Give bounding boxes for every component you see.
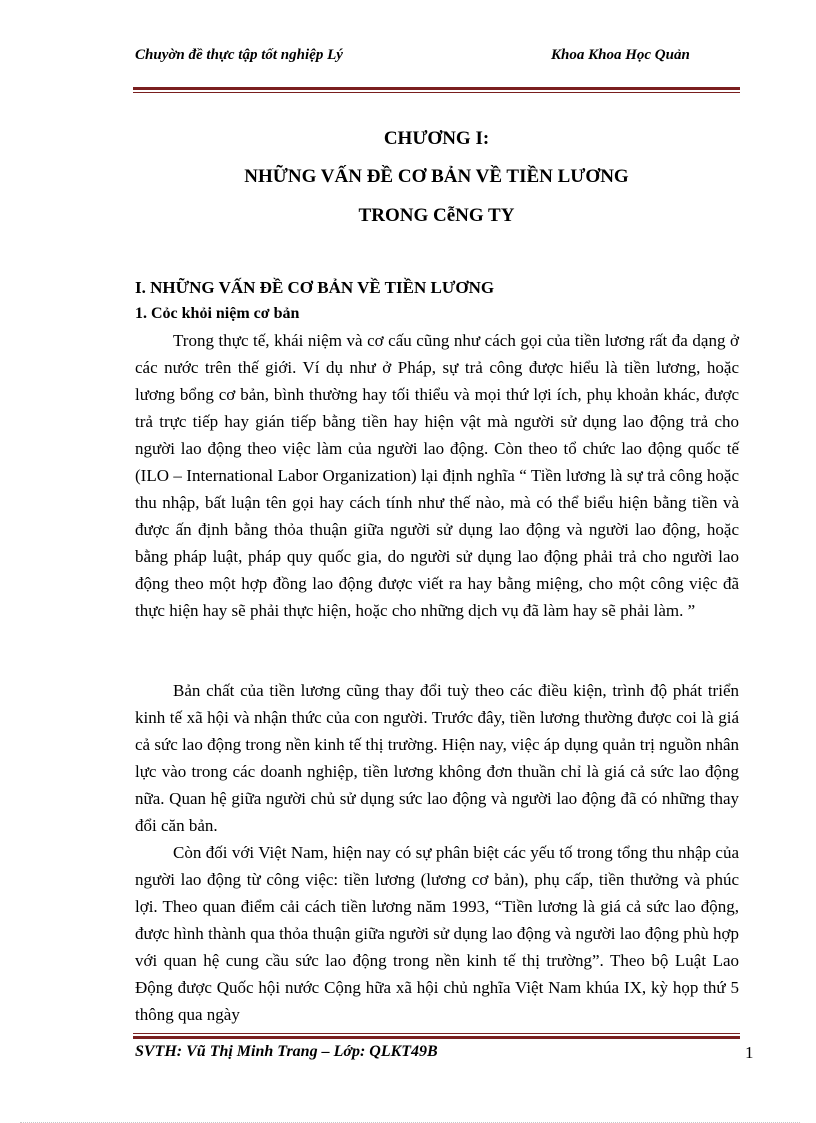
- chapter-title-line2: TRONG CễNG TY: [358, 205, 515, 226]
- paragraph-2: Bản chất của tiền lương cũng thay đổi tuỳ theo các điều kiện, trình độ phát triển kinh tế xã hội và nhận thức của con người. Trước đây, tiền lương thường được coi là giá cả sức lao động trong nền kinh tế thị trường. Hiện nay, việc áp dụng quản trị nguồn nhân lực vào trong các doanh nghiệp, tiền lương không đơn thuần chỉ là giá cả sức lao động nữa. Quan hệ giữa người chủ sử dụng sức lao động và người lao động đã có những thay đổi căn bản.: [135, 681, 739, 835]
- page-number: 1: [745, 1043, 754, 1062]
- section-heading: I. NHỮNG VẤN ĐỀ CƠ BẢN VỀ TIỀN LƯƠNG: [135, 278, 495, 297]
- paragraph-1: Trong thực tế, khái niệm và cơ cấu cũng như cách gọi của tiền lương rất đa dạng ở các nước trên thế giới. Ví dụ như ở Pháp, sự trả công được hiểu là tiền lương, hoặc lương bổng cơ bản, bình thường hay tối thiểu và mọi thứ lợi ích, phụ khoản khác, được trả trực tiếp hay gián tiếp bằng tiền hay hiện vật mà người sử dụng lao động trả cho người lao động theo việc làm của người lao động. Còn theo tổ chức lao động quốc tế (ILO – International Labor Organization) lại định nghĩa “ Tiền lương là sự trả công hoặc thu nhập, bất luận tên gọi hay cách tính như thế nào, mà có thể biểu hiện bằng tiền và được ấn định bằng thỏa thuận giữa người sử dụng lao động và người lao động, hoặc bằng pháp luật, pháp quy quốc gia, do người sử dụng lao động phải trả cho người lao động theo một hợp đồng lao động được viết ra hay bằng miệng, cho một công việc đã thực hiện hay sẽ phải thực hiện, hoặc cho những dịch vụ đã làm hay sẽ phải làm. ”: [135, 331, 739, 620]
- header-right-text: Khoa Khoa Học Quản: [551, 47, 690, 63]
- header-divider: [133, 87, 740, 93]
- chapter-title-line1: NHỮNG VẤN ĐỀ CƠ BẢN VỀ TIỀN LƯƠNG: [244, 166, 629, 187]
- chapter-number: CHƯƠNG I:: [383, 128, 490, 149]
- paragraph-3: Còn đối với Việt Nam, hiện nay có sự phân biệt các yếu tố trong tổng thu nhập của người lao động từ công việc: tiền lương (lương cơ bản), phụ cấp, tiền thưởng và phúc lợi. Theo quan điểm cải cách tiền lương năm 1993, “Tiền lương là giá cả sức lao động, được hình thành qua thỏa thuận giữa người sử dụng lao động và người lao động phù hợp với quan hệ cung cầu sức lao động trong nền kinh tế thị trường”. Theo bộ Luật Lao Động được Quốc hội nước Cộng hữa xã hội chủ nghĩa Việt Nam khúa IX, kỳ họp thứ 5 thông qua ngày: [135, 843, 739, 1024]
- subsection-heading: 1. Cỏc khỏi niệm cơ bản: [135, 305, 300, 322]
- footer-divider: [133, 1033, 740, 1039]
- header-left-text: Chuyờn đề thực tập tốt nghiệp Lý: [135, 47, 343, 63]
- footer-student-info: SVTH: Vũ Thị Minh Trang – Lớp: QLKT49B: [135, 1043, 438, 1060]
